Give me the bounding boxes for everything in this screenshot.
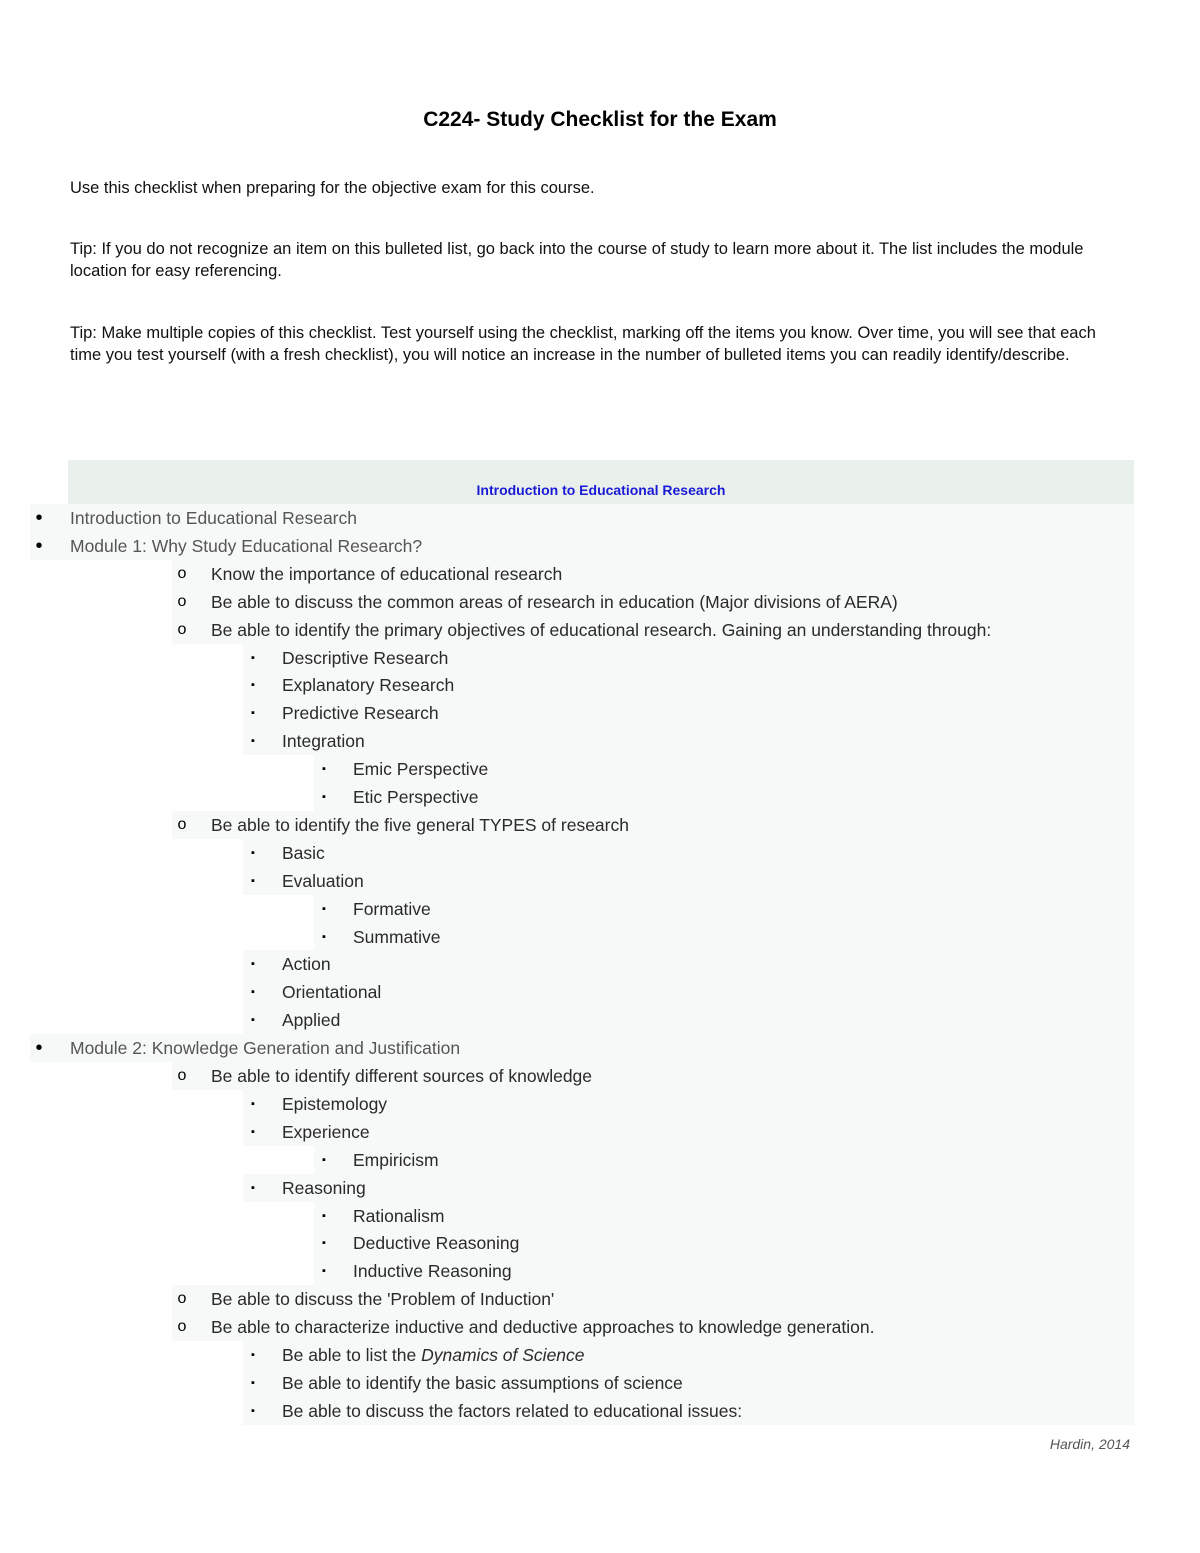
bullet-marker-level-1: • (35, 535, 43, 557)
checklist-item-level-3: Descriptive Research (282, 648, 449, 668)
tip-paragraph-1: Tip: If you do not recognize an item on this bulleted list, go back into the course of study to learn more about it. The list includes the module location for easy referencing. (70, 240, 1084, 280)
bullet-marker-level-4: ▪ (322, 791, 326, 803)
bullet-marker-level-2: o (177, 816, 187, 833)
checklist-item-level-1: Module 1: Why Study Educational Research? (70, 536, 423, 556)
checklist-row-bg (314, 895, 1134, 923)
bullet-marker-level-3: ▪ (251, 875, 255, 887)
checklist-item-level-3: Epistemology (282, 1094, 388, 1114)
checklist-row-bg (243, 1006, 1134, 1034)
section-heading: Introduction to Educational Research (476, 482, 726, 498)
bullet-marker-level-4: ▪ (322, 1265, 326, 1277)
bullet-marker-level-2: o (177, 1067, 187, 1084)
checklist-item-level-4: Summative (353, 927, 441, 947)
checklist-item-level-3: Applied (282, 1010, 341, 1030)
checklist-item-level-3: Integration (282, 731, 365, 751)
checklist-item-level-1: Module 2: Knowledge Generation and Justification (70, 1038, 461, 1058)
checklist-item-level-2: Be able to discuss the 'Problem of Induction' (211, 1289, 555, 1309)
checklist-row-bg (243, 950, 1134, 978)
checklist-item-level-2: Be able to identify the five general TYPES of research (211, 815, 629, 835)
checklist-item-level-4: Deductive Reasoning (353, 1233, 520, 1253)
bullet-marker-level-4: ▪ (322, 1154, 326, 1166)
checklist-item-level-4: Emic Perspective (353, 759, 489, 779)
checklist-item-level-3: Basic (282, 843, 325, 863)
intro-paragraph: Use this checklist when preparing for the objective exam for this course. (70, 179, 595, 197)
checklist-row-bg (243, 867, 1134, 895)
bullet-marker-level-2: o (177, 1290, 187, 1307)
checklist-item-level-4: Rationalism (353, 1206, 445, 1226)
bullet-marker-level-3: ▪ (251, 1182, 255, 1194)
checklist-item-level-4: Inductive Reasoning (353, 1261, 512, 1281)
checklist-item-level-3: Experience (282, 1122, 370, 1142)
bullet-marker-level-3: ▪ (251, 679, 255, 691)
bullet-marker-level-2: o (177, 593, 187, 610)
checklist-item-emphasis: Dynamics of Science (421, 1345, 585, 1365)
checklist-item-level-2: Know the importance of educational research (211, 564, 563, 584)
footer-author: Hardin, 2014 (1049, 1436, 1130, 1452)
checklist-item-level-3 (282, 1341, 585, 1369)
bullet-marker-level-3: ▪ (251, 1126, 255, 1138)
bullet-marker-level-4: ▪ (322, 903, 326, 915)
checklist-item-level-3: Be able to identify the basic assumptions of science (282, 1373, 683, 1393)
bullet-marker-level-3: ▪ (251, 1349, 255, 1361)
checklist-row-bg (243, 839, 1134, 867)
document-title: C224- Study Checklist for the Exam (423, 108, 777, 131)
checklist-item-level-4: Empiricism (353, 1150, 439, 1170)
bullet-marker-level-2: o (177, 565, 187, 582)
checklist-item-level-4: Formative (353, 899, 431, 919)
bullet-marker-level-4: ▪ (322, 931, 326, 943)
bullet-marker-level-1: • (35, 507, 43, 529)
bullet-marker-level-3: ▪ (251, 707, 255, 719)
checklist-item-text: Be able to list the (282, 1345, 422, 1365)
checklist-item-level-3: Evaluation (282, 871, 364, 891)
checklist-item-level-1: Introduction to Educational Research (70, 508, 357, 528)
bullet-marker-level-2: o (177, 1318, 187, 1335)
bullet-marker-level-3: ▪ (251, 986, 255, 998)
bullet-marker-level-3: ▪ (251, 1377, 255, 1389)
checklist-item-level-3: Predictive Research (282, 703, 439, 723)
bullet-marker-level-3: ▪ (251, 735, 255, 747)
checklist-item-level-3: Orientational (282, 982, 382, 1002)
bullet-marker-level-3: ▪ (251, 958, 255, 970)
bullet-marker-level-3: ▪ (251, 1098, 255, 1110)
checklist-item-level-2: Be able to identify different sources of knowledge (211, 1066, 593, 1086)
bullet-marker-level-2: o (177, 621, 187, 638)
checklist-item-level-4: Etic Perspective (353, 787, 479, 807)
bullet-marker-level-4: ▪ (322, 1210, 326, 1222)
bullet-marker-level-1: • (35, 1037, 43, 1059)
checklist-row-bg (243, 1118, 1134, 1146)
bullet-marker-level-3: ▪ (251, 847, 255, 859)
bullet-marker-level-3: ▪ (251, 1405, 255, 1417)
checklist-item-level-3: Reasoning (282, 1178, 366, 1198)
checklist-row-bg (243, 1174, 1134, 1202)
checklist-item-level-3: Action (282, 954, 331, 974)
checklist-item-level-2: Be able to discuss the common areas of research in education (Major divisions of AERA) (211, 592, 898, 612)
bullet-marker-level-4: ▪ (322, 1237, 326, 1249)
tip-paragraph-2: Tip: Make multiple copies of this checklist. Test yourself using the checklist, marking off the items you know. Over time, you will see that each time you test yourself (with a fresh checklist), you will notice an increase in the number of bulleted items you can readily identify/describe. (70, 324, 1096, 364)
bullet-marker-level-3: ▪ (251, 1014, 255, 1026)
checklist-item-level-2: Be able to identify the primary objectives of educational research. Gaining an understanding through: (211, 620, 992, 640)
bullet-marker-level-4: ▪ (322, 763, 326, 775)
checklist-item-level-3: Be able to discuss the factors related to educational issues: (282, 1401, 743, 1421)
checklist-item-level-3: Explanatory Research (282, 675, 455, 695)
checklist-row-bg (243, 727, 1134, 755)
checklist-item-level-2: Be able to characterize inductive and deductive approaches to knowledge generation. (211, 1317, 875, 1337)
bullet-marker-level-3: ▪ (251, 652, 255, 664)
